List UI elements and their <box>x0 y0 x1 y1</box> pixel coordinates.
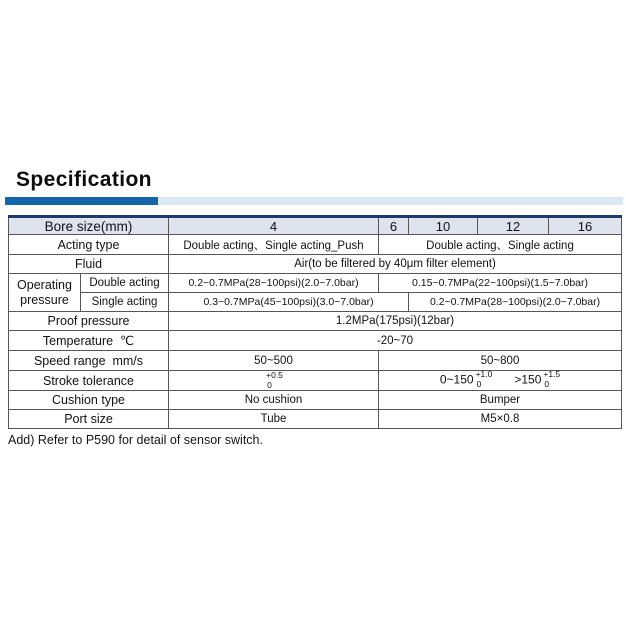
port-size-label: Port size <box>9 410 169 429</box>
tolerance-lower-value: 0 <box>544 378 550 389</box>
operating-pressure-label-line1: Operating <box>17 277 72 292</box>
operating-pressure-label-line2: pressure <box>20 292 69 307</box>
bore-col-12: 12 <box>478 217 549 235</box>
stroke-tolerance-stack-2 <box>543 371 560 389</box>
stroke-tolerance-stack-1 <box>476 371 493 389</box>
tolerance-upper-value: +1.0 <box>475 370 493 380</box>
stroke-tolerance-label: Stroke tolerance <box>9 371 169 391</box>
tolerance-lower-value: 0 <box>267 379 272 390</box>
operating-pressure-label <box>9 274 81 312</box>
proof-pressure-label: Proof pressure <box>9 312 169 331</box>
op-pressure-single-col10-16-cell: 0.2~0.7MPa(28~100psi)(2.0~7.0bar) <box>409 293 622 312</box>
proof-pressure-value-cell: 1.2MPa(175psi)(12bar) <box>169 312 622 331</box>
footnote: Add) Refer to P590 for detail of sensor switch. <box>8 433 263 447</box>
double-acting-sublabel: Double acting <box>81 274 169 293</box>
tolerance-upper-value: +0.5 <box>266 370 283 381</box>
table-row-bore-size <box>9 217 622 235</box>
bore-size-header-cell: Bore size(mm) <box>9 217 169 235</box>
table-row-port-size <box>9 410 622 429</box>
port-size-col4-cell: Tube <box>169 410 379 429</box>
acting-type-col4-cell: Double acting、Single acting_Push <box>169 235 379 255</box>
table-row-stroke-tolerance <box>9 371 622 391</box>
bore-col-10: 10 <box>409 217 478 235</box>
op-pressure-double-col4-cell: 0.2~0.7MPa(28~100psi)(2.0~7.0bar) <box>169 274 379 293</box>
table-row-temperature <box>9 331 622 351</box>
title-underline-bar <box>5 197 623 205</box>
table-row-operating-pressure-double <box>9 274 622 293</box>
acting-type-col6-16-cell: Double acting、Single acting <box>379 235 622 255</box>
single-acting-sublabel: Single acting <box>81 293 169 312</box>
temperature-label: Temperature ℃ <box>9 331 169 351</box>
fluid-label: Fluid <box>9 255 169 274</box>
bore-col-4: 4 <box>169 217 379 235</box>
table-row-speed-range <box>9 351 622 371</box>
temperature-value-cell: -20~70 <box>169 331 622 351</box>
table-row-fluid <box>9 255 622 274</box>
bore-col-16: 16 <box>549 217 622 235</box>
fluid-value-cell: Air(to be filtered by 40μm filter element) <box>169 255 622 274</box>
tolerance-upper-value: +1.5 <box>543 370 561 380</box>
bore-col-6: 6 <box>379 217 409 235</box>
speed-range-label: Speed range mm/s <box>9 351 169 371</box>
stroke-tolerance-col4-cell <box>169 371 379 391</box>
table-row-acting-type <box>9 235 622 255</box>
speed-range-col4-cell: 50~500 <box>169 351 379 371</box>
table-row-operating-pressure-single <box>9 293 622 312</box>
specification-table <box>8 215 622 429</box>
port-size-col6-16-cell: M5×0.8 <box>379 410 622 429</box>
op-pressure-single-col4-6-cell: 0.3~0.7MPa(45~100psi)(3.0~7.0bar) <box>169 293 409 312</box>
title-underline-bar-accent <box>5 197 158 205</box>
table-row-proof-pressure <box>9 312 622 331</box>
op-pressure-double-col6-16-cell: 0.15~0.7MPa(22~100psi)(1.5~7.0bar) <box>379 274 622 293</box>
cushion-type-col6-16-cell: Bumper <box>379 391 622 410</box>
stroke-tolerance-col6-16-cell <box>379 371 622 391</box>
table-row-cushion-type <box>9 391 622 410</box>
stroke-range-2: >150 <box>514 372 542 387</box>
acting-type-label: Acting type <box>9 235 169 255</box>
stroke-range-1: 0~150 <box>439 372 474 387</box>
page-title: Specification <box>16 168 152 191</box>
cushion-type-col4-cell: No cushion <box>169 391 379 410</box>
tolerance-lower-value: 0 <box>476 378 482 389</box>
cushion-type-label: Cushion type <box>9 391 169 410</box>
speed-range-col6-16-cell: 50~800 <box>379 351 622 371</box>
stroke-tolerance-col4-stack <box>266 371 283 390</box>
